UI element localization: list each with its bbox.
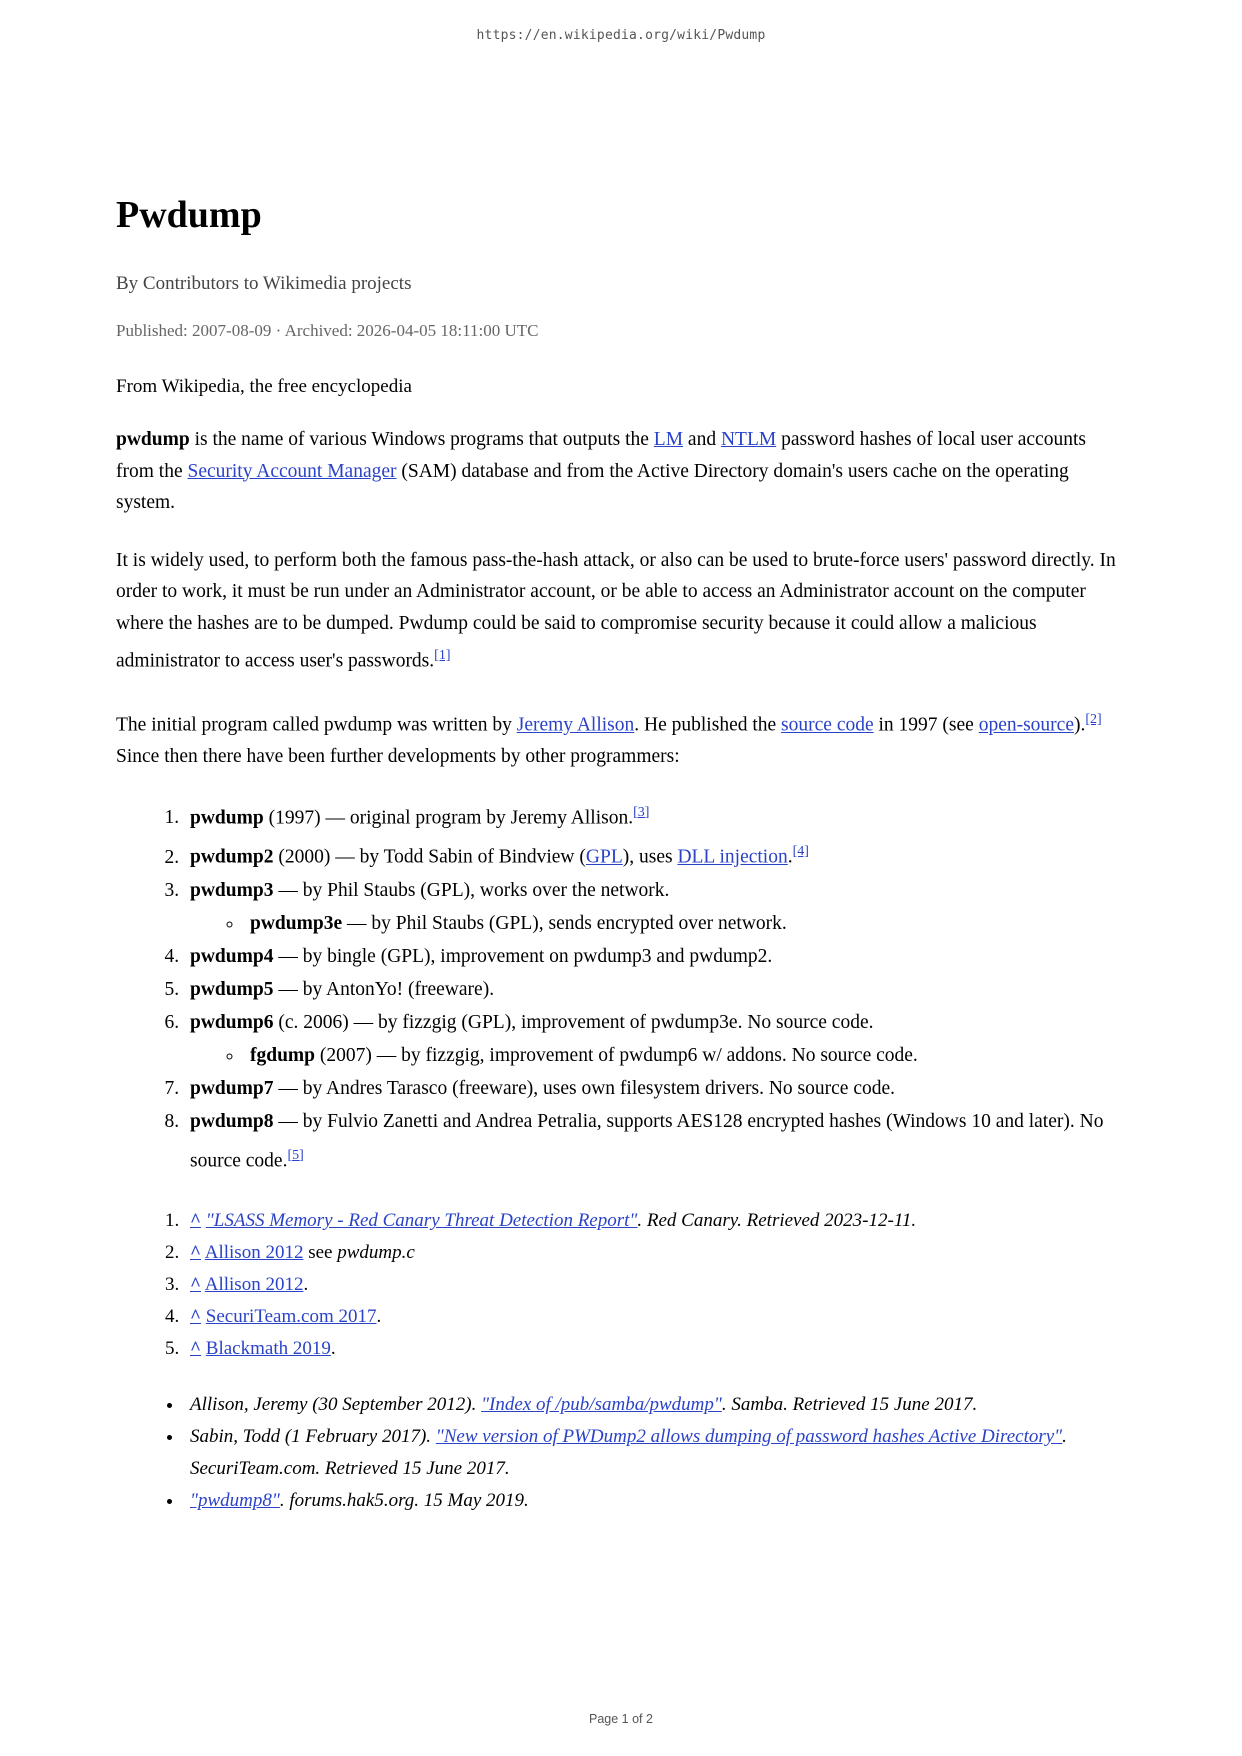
program-name: pwdump8 xyxy=(190,1110,274,1132)
program-desc: — by Phil Staubs (GPL), works over the network. xyxy=(273,879,670,901)
program-desc: (1997) — original program by Jeremy Allison. xyxy=(263,807,634,828)
program-name: pwdump2 xyxy=(190,846,274,868)
link-source-code[interactable]: source code xyxy=(781,714,874,736)
program-name: pwdump3e xyxy=(250,912,343,934)
byline: By Contributors to Wikimedia projects xyxy=(116,273,412,294)
source-link[interactable]: "New version of PWDump2 allows dumping of password hashes Active Directory" xyxy=(435,1426,1063,1447)
program-desc: — by Phil Staubs (GPL), sends encrypted over network. xyxy=(342,912,787,934)
program-desc: (2007) — by fizzgig, improvement of pwdump6 w/ addons. No source code. xyxy=(315,1044,918,1066)
reference-item xyxy=(184,1333,1126,1365)
ref-marker-1[interactable] xyxy=(434,645,450,663)
ref-link-3[interactable]: [3] xyxy=(633,804,650,820)
ref-marker-5[interactable] xyxy=(287,1145,303,1163)
reference-link-text: "LSASS Memory - Red Canary Threat Detection Report" xyxy=(205,1210,638,1231)
list-item xyxy=(184,973,1126,1006)
link-open-source[interactable]: open-source xyxy=(978,714,1074,736)
source-item xyxy=(184,1485,1126,1517)
reference-tail: . xyxy=(330,1338,336,1359)
list-item xyxy=(184,874,1126,940)
reference-link[interactable]: Allison 2012 xyxy=(204,1242,304,1263)
program-name: pwdump5 xyxy=(190,978,274,1000)
program-desc: — by Fulvio Zanetti and Andrea Petralia, supports AES128 encrypted hashes (Windows 10 and later). No source code. xyxy=(190,1110,1104,1171)
source-link[interactable]: "Index of /pub/samba/pwdump" xyxy=(481,1394,722,1415)
link-jeremy-allison[interactable]: Jeremy Allison xyxy=(516,714,635,736)
program-desc: (c. 2006) — by fizzgig (GPL), improvement of pwdump3e. No source code. xyxy=(273,1011,874,1033)
reference-item xyxy=(184,1205,1126,1237)
para3-text-2: . He published the xyxy=(634,714,782,736)
backlink-caret-icon[interactable]: ^ xyxy=(190,1274,202,1295)
paragraph-usage xyxy=(116,545,1126,678)
reference-tail: . Red Canary. Retrieved 2023-12-11. xyxy=(637,1210,917,1231)
publication-info: Published: 2007-08-09 · Archived: 2026-04-05 18:11:00 UTC xyxy=(116,321,539,340)
program-desc-b: ), uses xyxy=(622,846,678,868)
reference-link[interactable]: Allison 2012 xyxy=(204,1274,304,1295)
para2-text: It is widely used, to perform both the famous pass-the-hash attack, or also can be used to brute-force users' password directly. In order to work, it must be run under an Administrator account, or be able to access an Administrator account on the computer where the hashes are to be dumped. Pwdump could be said to compromise security because it could allow a malicious administrator to access user's passwords. xyxy=(116,549,1116,672)
program-name: pwdump7 xyxy=(190,1077,274,1099)
source-prefix: Allison, Jeremy (30 September 2012). xyxy=(190,1394,482,1415)
reference-tail: . xyxy=(376,1306,382,1327)
ref-marker-2[interactable] xyxy=(1085,709,1101,727)
program-name: pwdump xyxy=(190,807,264,828)
reference-tail: . xyxy=(303,1274,309,1295)
program-name: pwdump6 xyxy=(190,1011,274,1033)
list-item xyxy=(184,1105,1126,1178)
link-dll-injection[interactable]: DLL injection xyxy=(677,846,788,868)
source-attribution: From Wikipedia, the free encyclopedia xyxy=(116,376,412,397)
para3-text-3: in 1997 (see xyxy=(873,714,979,736)
link-security-account-manager[interactable]: Security Account Manager xyxy=(187,460,397,482)
list-item xyxy=(184,795,1126,835)
backlink-caret-icon[interactable]: ^ xyxy=(190,1242,202,1263)
references-list xyxy=(116,1205,1126,1365)
reference-link[interactable]: Blackmath 2019 xyxy=(205,1338,331,1359)
sub-list xyxy=(190,1039,1126,1072)
ref-link-1[interactable]: [1] xyxy=(434,648,451,663)
link-ntlm[interactable]: NTLM xyxy=(720,429,777,450)
source-suffix: . forums.hak5.org. 15 May 2019. xyxy=(279,1490,529,1511)
program-name: pwdump4 xyxy=(190,945,274,967)
reference-item xyxy=(184,1301,1126,1333)
source-suffix: . Samba. Retrieved 15 June 2017. xyxy=(721,1394,978,1415)
para3-text-1: The initial program called pwdump was written by xyxy=(116,714,517,736)
para1-text-3: password hashes of local user accounts from the xyxy=(116,429,1086,482)
paragraph-history xyxy=(116,703,1126,773)
sub-list-item xyxy=(244,1039,1126,1072)
list-item xyxy=(184,1072,1126,1105)
link-lm[interactable]: LM xyxy=(653,429,684,450)
backlink-caret-icon[interactable]: ^ xyxy=(190,1210,202,1231)
reference-item xyxy=(184,1237,1126,1269)
sub-list-item xyxy=(244,907,1126,940)
program-desc: — by AntonYo! (freeware). xyxy=(273,978,495,1000)
link-gpl[interactable]: GPL xyxy=(585,846,623,868)
development-list xyxy=(116,795,1126,1178)
program-desc-a: (2000) — by Todd Sabin of Bindview ( xyxy=(273,846,586,868)
ref-link-2[interactable]: [2] xyxy=(1085,712,1102,727)
lead-term: pwdump xyxy=(116,429,190,450)
list-item xyxy=(184,940,1126,973)
list-item xyxy=(184,1006,1126,1072)
source-url: https://en.wikipedia.org/wiki/Pwdump xyxy=(476,28,766,43)
program-desc: — by Andres Tarasco (freeware), uses own filesystem drivers. No source code. xyxy=(273,1077,896,1099)
program-name: fgdump xyxy=(250,1044,316,1066)
source-suffix: . SecuriTeam.com. Retrieved 15 June 2017. xyxy=(190,1426,1067,1479)
reference-link[interactable]: SecuriTeam.com 2017 xyxy=(205,1306,377,1327)
page-title: Pwdump xyxy=(116,194,262,236)
backlink-caret-icon[interactable]: ^ xyxy=(190,1306,202,1327)
source-link[interactable]: "pwdump8" xyxy=(190,1490,280,1511)
article-content xyxy=(116,43,1126,1517)
page-footer: Page 1 of 2 xyxy=(589,1712,653,1726)
para3-text-4: ). xyxy=(1073,714,1086,736)
list-item xyxy=(184,834,1126,874)
program-desc-c: . xyxy=(787,846,793,868)
reference-link[interactable] xyxy=(206,1210,638,1231)
ref-link-5[interactable]: [5] xyxy=(287,1147,304,1163)
reference-tail-italic: pwdump.c xyxy=(337,1242,415,1263)
ref-link-4[interactable]: [4] xyxy=(792,844,809,859)
reference-tail-plain: see xyxy=(303,1242,338,1263)
sub-list xyxy=(190,907,1126,940)
sources-list xyxy=(116,1389,1126,1517)
source-prefix: Sabin, Todd (1 February 2017). xyxy=(190,1426,436,1447)
reference-item xyxy=(184,1269,1126,1301)
para1-text-1: is the name of various Windows programs that outputs the xyxy=(189,429,654,450)
paragraph-intro xyxy=(116,424,1126,519)
ref-marker-4[interactable] xyxy=(793,841,809,859)
para1-text-4: (SAM) database and from the Active Directory domain's users cache on the operating system. xyxy=(116,460,1069,513)
ref-marker-3[interactable] xyxy=(633,802,649,820)
para1-text-2: and xyxy=(683,429,721,450)
source-item xyxy=(184,1389,1126,1421)
program-name: pwdump3 xyxy=(190,879,274,901)
program-desc: — by bingle (GPL), improvement on pwdump3 and pwdump2. xyxy=(273,945,773,967)
source-item xyxy=(184,1421,1126,1485)
backlink-caret-icon[interactable]: ^ xyxy=(190,1338,202,1359)
para3-text-5: Since then there have been further developments by other programmers: xyxy=(116,746,680,767)
